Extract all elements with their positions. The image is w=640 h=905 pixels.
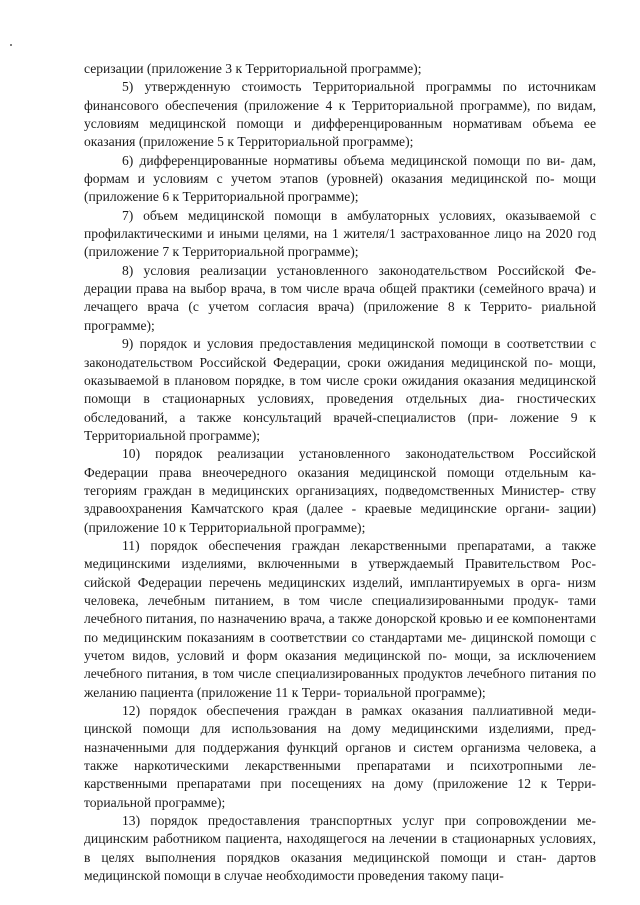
text-line: 2020 год (приложение 7 к Территориальной программе); (84, 226, 597, 260)
text-line: серизации (приложение 3 к Территориальной программе); (84, 61, 422, 76)
text-line: а также наркотическими лекарственными препаратами и психотропными ле- (84, 739, 596, 774)
text-line: мощи, оказываемой в плановом порядке, в том числе сроки ожидания оказания (84, 354, 596, 388)
text-line: врача) и лечащего врача (с учетом согласия врача) (приложение 8 к Террито- (84, 281, 596, 315)
paragraph (84, 152, 596, 207)
text-line: 5) утвержденную стоимость Территориальной программы по источникам (122, 79, 596, 95)
scan-speck (10, 44, 12, 46)
text-line: дам, формам и условиям с учетом этапов (уровней) оказания медицинской по- (84, 152, 596, 187)
paragraph (84, 78, 596, 151)
paragraph (84, 335, 596, 445)
text-line: дерации права на выбор врача, в том числе врача общей практики (семейного (84, 281, 544, 297)
text-line: 8) условия реализации установленного законодательством Российской Фе- (122, 262, 596, 278)
text-line: условиях, в целях выполнения порядков оказания медицинской помощи и стан- (84, 831, 596, 865)
text-line: 7) объем медицинской помощи в амбулаторных условиях, оказываемой с (122, 207, 596, 223)
text-line: Федерации права внеочередного оказания медицинской помощи отдельным ка- (84, 464, 596, 480)
text-line: видам, условиям медицинской помощи и дифференцированным нормативам (84, 97, 596, 132)
text-line: дицинским работником пациента, находящегося на лечении в стационарных (84, 831, 535, 847)
text-line: 13) порядок предоставления транспортных услуг при сопровождении ме- (122, 813, 596, 829)
text-line: 12) порядок обеспечения граждан в рамках оказания паллиативной меди- (122, 703, 596, 719)
text-line: гностических обследований, а также консультаций врачей-специалистов (при- (84, 391, 596, 425)
text-line: ториальной программе); (344, 684, 486, 700)
text-line: назначенными для поддержания функций органов и систем организма человека, (84, 739, 583, 755)
text-line: сийской Федерации перечень медицинских изделий, имплантируемых в орга- (84, 574, 561, 590)
text-line: медицинской помощи в стационарных условиях, проведения отдельных диа- (84, 372, 597, 407)
text-line: 10) порядок реализации установленного законодательством Российской (122, 446, 596, 462)
text-line: 11) порядок обеспечения граждан лекарственными препаратами, а также (122, 537, 596, 553)
text-line: продуктов лечебного питания по желанию пациента (приложение 11 к Терри- (84, 666, 596, 700)
text-line: тегориям граждан в медицинских организациях, подведомственных Министер- (84, 482, 565, 498)
paragraph (84, 60, 596, 78)
text-line: мощи (приложение 6 к Территориальной программе); (84, 171, 596, 205)
text-line: ложение 9 к Территориальной программе); (84, 409, 596, 443)
text-line: риальной программе); (84, 299, 596, 333)
paragraph (84, 262, 596, 335)
text-line: мощи, за исключением лечебного питания, в том числе специализированных (84, 648, 596, 682)
paragraph (84, 207, 596, 262)
paragraph (84, 812, 596, 885)
document-body (84, 60, 596, 885)
text-line: тами лечебного питания, по назначению врача, а также донорской кровью и ее (84, 592, 596, 627)
text-line: с законодательством Российской Федерации, сроки ожидания медицинской по- (84, 336, 597, 370)
text-line: компонентами по медицинским показаниям в соответствии со стандартами ме- (84, 611, 597, 645)
text-line: финансового обеспечения (приложение 4 к Территориальной программе), по (84, 97, 551, 113)
text-line: цинской помощи для использования на дому медицинскими изделиями, пред- (84, 721, 596, 737)
text-line: 9) порядок и условия предоставления медицинской помощи в соответствии (122, 336, 584, 352)
text-line: объема ее оказания (приложение 5 к Территориальной программе); (84, 116, 597, 150)
text-line: дицинской помощи с учетом видов, условий и форм оказания медицинской по- (84, 629, 597, 663)
text-line: зации) (приложение 10 к Территориальной программе); (84, 501, 596, 535)
text-line: профилактическими и иными целями, на 1 жителя/1 застрахованное лицо на (84, 226, 541, 242)
paragraph (84, 537, 596, 702)
text-line: 6) дифференцированные нормативы объема медицинской помощи по ви- (122, 152, 565, 168)
paragraph (84, 445, 596, 537)
text-line: низм человека, лечебным питанием, в том числе специализированными продук- (84, 574, 597, 608)
text-line: ториальной программе); (84, 794, 226, 810)
text-line: медицинскими изделиями, включенными в утверждаемый Правительством Рос- (84, 556, 596, 572)
text-line: карственными препаратами при посещениях на дому (приложение 12 к Терри- (84, 776, 596, 792)
text-line: ству здравоохранения Камчатского края (далее - краевые медицинские органи- (84, 482, 596, 517)
text-line: дартов медицинской помощи в случае необходимости проведения такому паци- (84, 849, 596, 884)
paragraph (84, 702, 596, 812)
